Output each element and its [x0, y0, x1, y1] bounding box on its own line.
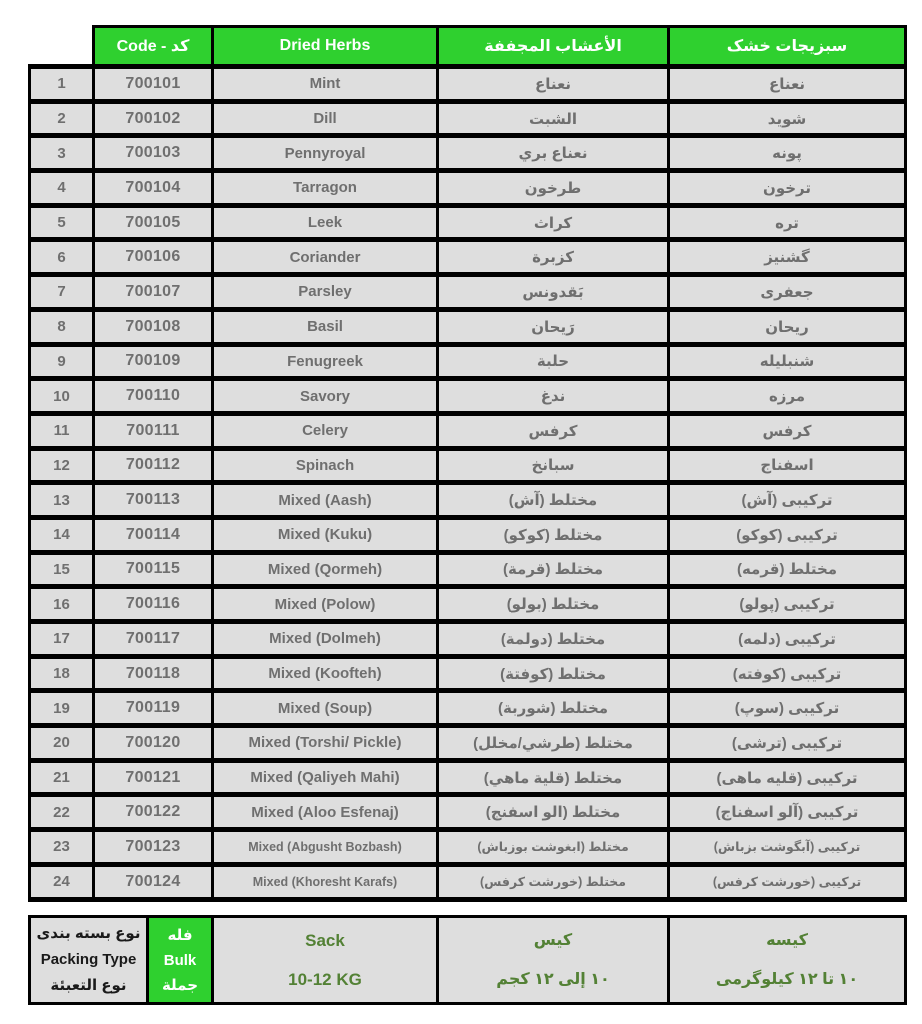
arabic-name-cell: ندغ: [439, 381, 667, 411]
row-number-cell: 13: [31, 485, 92, 515]
arabic-name-cell: مختلط (خورشت كرفس): [439, 867, 667, 897]
code-cell: 700108: [95, 312, 211, 342]
persian-name-cell: ترکیبی (آبگوشت بزباش): [670, 832, 904, 862]
english-name-cell: Mixed (Khoresht Karafs): [214, 867, 436, 897]
sack-ar-line2: ١٠ إلى ١٢ كجم: [496, 970, 610, 988]
arabic-name-cell: طرخون: [439, 173, 667, 203]
row-number-cell: 10: [31, 381, 92, 411]
english-name-cell: Dill: [214, 104, 436, 134]
english-name-cell: Coriander: [214, 242, 436, 272]
arabic-column-header: الأعشاب المجففة: [439, 28, 667, 64]
persian-name-cell: اسفناج: [670, 451, 904, 481]
persian-name-cell: ترخون: [670, 173, 904, 203]
row-number-cell: 21: [31, 763, 92, 793]
packing-type-row: [28, 915, 907, 1005]
persian-name-cell: گشنیز: [670, 242, 904, 272]
english-name-cell: Mixed (Qaliyeh Mahi): [214, 763, 436, 793]
english-name-cell: Mixed (Dolmeh): [214, 624, 436, 654]
arabic-name-cell: مختلط (آش): [439, 485, 667, 515]
english-name-cell: Mixed (Abgusht Bozbash): [214, 832, 436, 862]
persian-name-cell: ترکیبی (کوکو): [670, 520, 904, 550]
code-cell: 700112: [95, 451, 211, 481]
english-name-cell: Mixed (Torshi/ Pickle): [214, 728, 436, 758]
code-cell: 700107: [95, 277, 211, 307]
persian-name-cell: جعفری: [670, 277, 904, 307]
persian-name-cell: ریحان: [670, 312, 904, 342]
arabic-name-cell: مختلط (دولمة): [439, 624, 667, 654]
persian-name-cell: ترکیبی (آش): [670, 485, 904, 515]
row-number-cell: 2: [31, 104, 92, 134]
code-cell: 700114: [95, 520, 211, 550]
row-number-cell: 20: [31, 728, 92, 758]
persian-name-cell: مختلط (قرمه): [670, 555, 904, 585]
english-name-cell: Mixed (Aash): [214, 485, 436, 515]
persian-name-cell: ترکیبی (سوپ): [670, 693, 904, 723]
arabic-name-cell: كراث: [439, 208, 667, 238]
packing-type-label-cell: [31, 918, 146, 1002]
persian-name-cell: مرزه: [670, 381, 904, 411]
code-cell: 700119: [95, 693, 211, 723]
english-name-cell: Mixed (Polow): [214, 589, 436, 619]
persian-name-cell: ترکیبی (آلو اسفناج): [670, 797, 904, 827]
code-cell: 700102: [95, 104, 211, 134]
row-number-cell: 18: [31, 659, 92, 689]
sack-fa-line1: کیسه: [766, 931, 808, 949]
sack-arabic-cell: [439, 918, 667, 1002]
row-number-cell: 15: [31, 555, 92, 585]
persian-column-header: سبزیجات خشک: [670, 28, 904, 64]
code-cell: 700118: [95, 659, 211, 689]
persian-name-cell: ترکیبی (قلیه ماهی): [670, 763, 904, 793]
row-number-cell: 5: [31, 208, 92, 238]
code-cell: 700113: [95, 485, 211, 515]
english-name-cell: Fenugreek: [214, 347, 436, 377]
persian-name-cell: کرفس: [670, 416, 904, 446]
row-number-cell: 7: [31, 277, 92, 307]
herbs-table-body: [28, 64, 907, 902]
persian-name-cell: شنبلیله: [670, 347, 904, 377]
code-cell: 700117: [95, 624, 211, 654]
row-number-cell: 23: [31, 832, 92, 862]
code-cell: 700115: [95, 555, 211, 585]
sack-ar-line1: كيس: [533, 931, 573, 949]
arabic-name-cell: سبانخ: [439, 451, 667, 481]
row-number-cell: 24: [31, 867, 92, 897]
arabic-name-cell: الشبت: [439, 104, 667, 134]
code-cell: 700122: [95, 797, 211, 827]
arabic-name-cell: كزبرة: [439, 242, 667, 272]
sack-english-cell: [214, 918, 436, 1002]
persian-name-cell: ترکیبی (ترشی): [670, 728, 904, 758]
english-name-cell: Leek: [214, 208, 436, 238]
english-name-cell: Spinach: [214, 451, 436, 481]
persian-name-cell: ترکیبی (دلمه): [670, 624, 904, 654]
row-number-cell: 14: [31, 520, 92, 550]
arabic-name-cell: بَقدونس: [439, 277, 667, 307]
bulk-cell: [149, 918, 211, 1002]
persian-name-cell: پونه: [670, 138, 904, 168]
code-cell: 700123: [95, 832, 211, 862]
sack-fa-line2: ۱۰ تا ۱۲ کیلوگرمی: [715, 970, 859, 988]
sack-persian-cell: [670, 918, 904, 1002]
english-name-cell: Savory: [214, 381, 436, 411]
table-header-row: [92, 25, 907, 64]
code-cell: 700101: [95, 69, 211, 99]
code-cell: 700121: [95, 763, 211, 793]
code-cell: 700110: [95, 381, 211, 411]
code-cell: 700111: [95, 416, 211, 446]
english-name-cell: Mint: [214, 69, 436, 99]
arabic-name-cell: نعناع بري: [439, 138, 667, 168]
english-name-cell: Parsley: [214, 277, 436, 307]
english-name-cell: Mixed (Aloo Esfenaj): [214, 797, 436, 827]
code-column-header: Code - کد: [95, 28, 211, 64]
row-number-cell: 17: [31, 624, 92, 654]
row-number-cell: 3: [31, 138, 92, 168]
code-cell: 700120: [95, 728, 211, 758]
persian-name-cell: ترکیبی (خورشت کرفس): [670, 867, 904, 897]
code-cell: 700116: [95, 589, 211, 619]
row-number-cell: 22: [31, 797, 92, 827]
row-number-cell: 12: [31, 451, 92, 481]
code-cell: 700106: [95, 242, 211, 272]
bulk-ar: جملة: [161, 976, 199, 994]
english-name-cell: Pennyroyal: [214, 138, 436, 168]
code-cell: 700109: [95, 347, 211, 377]
arabic-name-cell: نعناع: [439, 69, 667, 99]
packing-label-ar: نوع التعبئة: [50, 977, 127, 994]
arabic-name-cell: مختلط (طرشي/مخلل): [439, 728, 667, 758]
bulk-fa: فله: [167, 926, 193, 944]
arabic-name-cell: مختلط (كوكو): [439, 520, 667, 550]
packing-label-en: Packing Type: [40, 951, 137, 968]
code-cell: 700103: [95, 138, 211, 168]
english-name-cell: Mixed (Qormeh): [214, 555, 436, 585]
arabic-name-cell: مختلط (قرمة): [439, 555, 667, 585]
row-number-cell: 19: [31, 693, 92, 723]
row-number-cell: 11: [31, 416, 92, 446]
arabic-name-cell: حلبة: [439, 347, 667, 377]
english-name-cell: Mixed (Kuku): [214, 520, 436, 550]
english-name-cell: Celery: [214, 416, 436, 446]
persian-name-cell: ترکیبی (کوفته): [670, 659, 904, 689]
arabic-name-cell: مختلط (شوربة): [439, 693, 667, 723]
arabic-name-cell: مختلط (ابغوشت بوزباش): [439, 832, 667, 862]
english-name-cell: Mixed (Soup): [214, 693, 436, 723]
packing-label-fa: نوع بسته بندی: [36, 925, 141, 942]
sack-en-line1: Sack: [305, 930, 345, 950]
arabic-name-cell: مختلط (الو اسفنج): [439, 797, 667, 827]
row-number-cell: 16: [31, 589, 92, 619]
code-cell: 700104: [95, 173, 211, 203]
row-number-cell: 6: [31, 242, 92, 272]
row-number-cell: 8: [31, 312, 92, 342]
code-cell: 700124: [95, 867, 211, 897]
sack-en-line2: 10-12 KG: [288, 969, 362, 989]
row-number-cell: 4: [31, 173, 92, 203]
english-column-header: Dried Herbs: [214, 28, 436, 64]
english-name-cell: Tarragon: [214, 173, 436, 203]
arabic-name-cell: رَيحان: [439, 312, 667, 342]
english-name-cell: Mixed (Koofteh): [214, 659, 436, 689]
persian-name-cell: نعناع: [670, 69, 904, 99]
arabic-name-cell: مختلط (بولو): [439, 589, 667, 619]
bulk-en: Bulk: [163, 951, 197, 969]
row-number-cell: 9: [31, 347, 92, 377]
arabic-name-cell: كرفس: [439, 416, 667, 446]
persian-name-cell: ترکیبی (پولو): [670, 589, 904, 619]
english-name-cell: Basil: [214, 312, 436, 342]
arabic-name-cell: مختلط (كوفتة): [439, 659, 667, 689]
persian-name-cell: تره: [670, 208, 904, 238]
code-cell: 700105: [95, 208, 211, 238]
row-number-cell: 1: [31, 69, 92, 99]
persian-name-cell: شوید: [670, 104, 904, 134]
arabic-name-cell: مختلط (قلية ماهي): [439, 763, 667, 793]
